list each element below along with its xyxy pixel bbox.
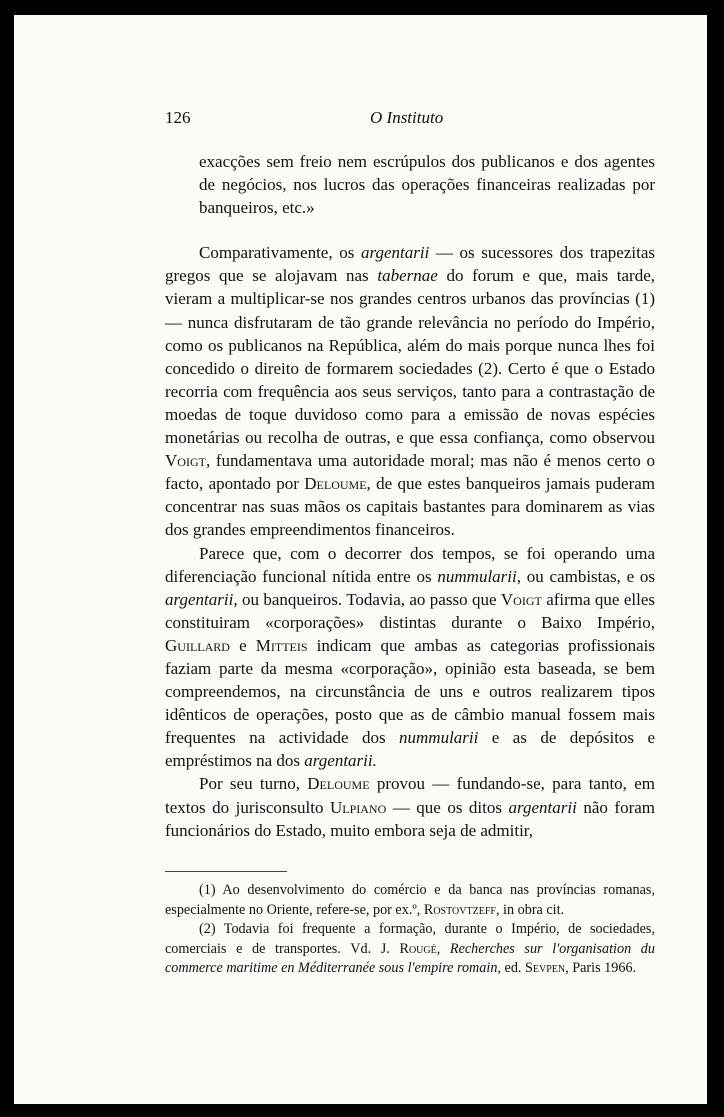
running-head: O Instituto [370, 108, 444, 127]
text-run: Parece que, com o decorrer dos tempos, se foi operando uma diferenciação funcional nítida entre os [165, 543, 655, 586]
footnote-rule [165, 871, 287, 872]
paragraph-3 [165, 772, 655, 841]
text-run: do forum e que, mais tarde, vieram a multiplicar-se nos grandes centros urbanos das províncias (1) — nunca disfrutaram de tão grande relevância no período do Império, como os publicanos na República, além do mais porque nunca lhes foi concedido o direito de formarem sociedades (2). Certo é que o Estado recorria com frequência aos seus serviços, tanto para a contrastação de moedas de toque duvidoso como para a emissão de novas espécies monetárias ou recolha de outras, e que essa confiança, como observou [165, 266, 656, 448]
author-name: Mitteis [255, 635, 308, 655]
author-name: Voigt [500, 589, 542, 609]
text-run: e as de depósitos e empréstimos na dos [165, 728, 655, 771]
latin-term: tabernae [377, 266, 438, 286]
author-name: Rougé [399, 940, 437, 957]
text-run: — os sucessores dos trapezitas gregos que se alojavam nas [165, 243, 655, 286]
latin-term: nummularii, [437, 566, 521, 586]
text-run: afirma que elles constituiram «corporações» distintas durante o Baixo Império, [165, 589, 655, 632]
author-name: Voigt [165, 451, 206, 471]
text-run: , de que estes banqueiros jamais puderam concentrar nas suas mãos os capitais bastantes para dominarem as vias dos grandes empreendimentos financeiros. [165, 474, 656, 540]
author-name: Rostovtzeff [423, 901, 496, 918]
text-run: , Paris 1966. [565, 960, 637, 977]
text-run: , fundamentava uma autoridade moral; mas não é menos certo o facto, apontado por [165, 451, 655, 494]
paragraph-1 [165, 241, 655, 541]
latin-term: argentarii [508, 797, 577, 817]
book-title: Recherches sur l'organisation du commerce maritime en Méditerranée sous l'empire romain, [165, 940, 655, 977]
paragraph-gap [165, 219, 655, 241]
author-name: Deloume [304, 474, 367, 494]
author-name: Guillard [165, 635, 230, 655]
quoted-passage: exacções sem freio nem escrúpulos dos publicanos e dos agentes de negócios, nos lucros das operações financeiras realizadas por banqueiros, etc.» [199, 152, 655, 218]
text-run: ou banqueiros. Todavia, ao passo que [237, 589, 501, 609]
footnote-2 [165, 920, 655, 979]
author-name: Ulpiano [329, 797, 387, 817]
author-name: Deloume [307, 774, 370, 794]
text-run: ed. [500, 960, 526, 977]
body-text [165, 150, 655, 842]
latin-term: nummularii [399, 728, 479, 748]
latin-term: argentarii, [165, 589, 238, 609]
footnote-1 [165, 881, 655, 920]
text-run: , [436, 940, 450, 957]
latin-term: argentarii. [304, 751, 377, 771]
page-header [165, 108, 655, 132]
page-number: 126 [165, 108, 191, 127]
paragraph-2 [165, 542, 655, 773]
footnotes [165, 881, 655, 979]
text-run: e [229, 635, 256, 655]
publisher-name: Sevpen [525, 960, 566, 977]
book-page [14, 15, 707, 1104]
text-run: Por seu turno, [199, 774, 308, 794]
text-run: provou — fundando-se, para tanto, em textos do jurisconsulto [165, 774, 655, 817]
text-run: indicam que ambas as categorias profissionais faziam parte da mesma «corporação», opinião esta baseada, se bem compreendemos, na circunstância de uns e outros realizarem tipos idênticos de operações, posto que as de câmbio manual fossem mais frequentes na actividade dos [165, 635, 656, 748]
text-run: (2) Todavia foi frequente a formação, durante o Império, de sociedades, comerciais e de transportes. Vd. J. [165, 921, 655, 957]
text-run: , in obra cit. [495, 901, 565, 918]
text-run: ou cambistas, e os [520, 566, 656, 586]
text-run: não foram funcionários do Estado, muito embora seja de admitir, [165, 797, 655, 840]
text-run: (1) Ao desenvolvimento do comércio e da banca nas províncias romanas, especialmente no Oriente, refere-se, por ex.º, [165, 882, 655, 918]
latin-term: argentarii [360, 243, 430, 263]
text-run: — que os ditos [386, 797, 509, 817]
text-run: Comparativamente, os [199, 243, 361, 263]
